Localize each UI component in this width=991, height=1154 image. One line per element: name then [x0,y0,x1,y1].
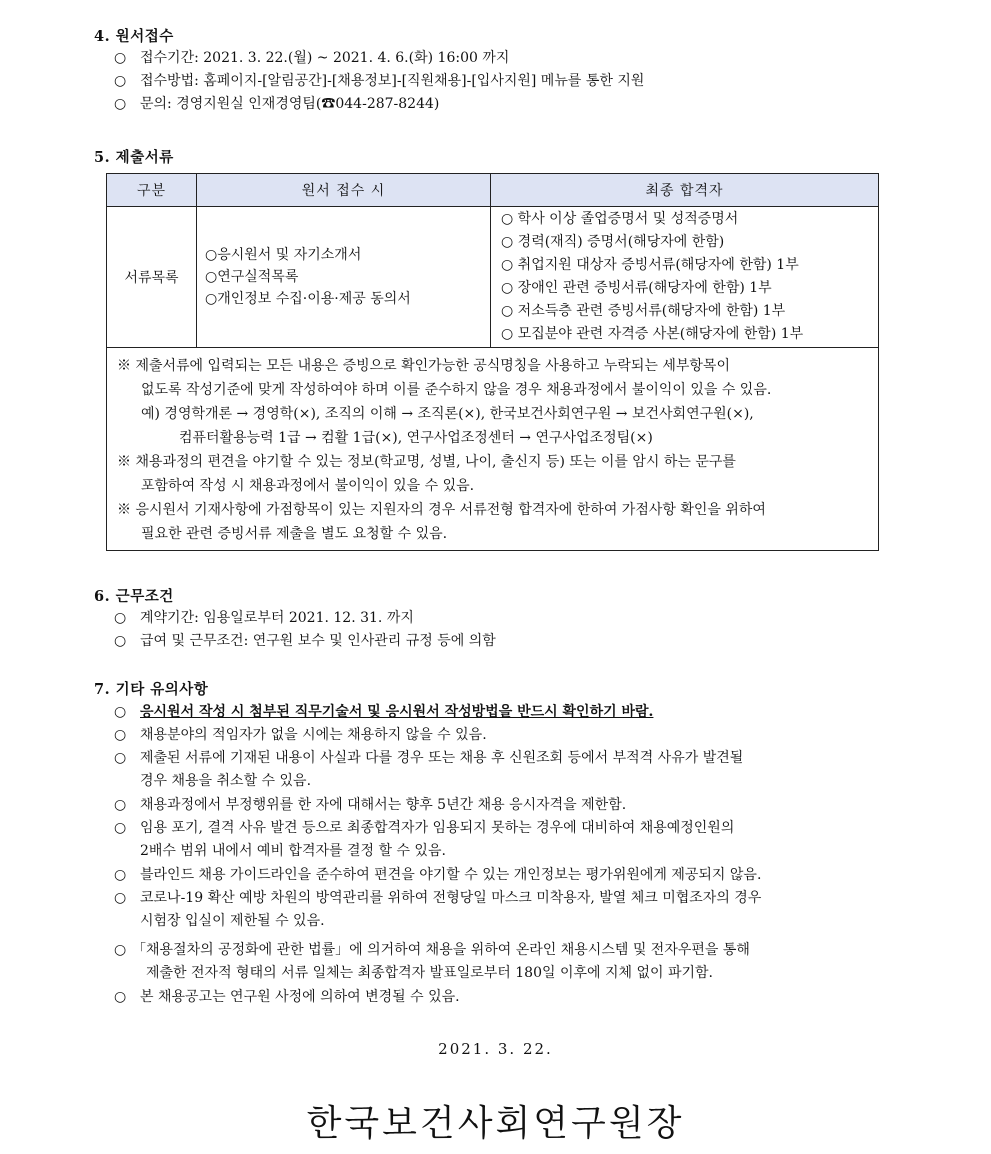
note-line: 포함하여 작성 시 채용과정에서 불이익이 있을 수 있음. [141,478,475,494]
list-item: ○ 저소득층 관련 증빙서류(해당자에 한함) 1부 [501,303,786,319]
note-line: 예) 경영학개론 → 경영학(×), 조직의 이해 → 조직론(×), 한국보건사회연구원 → 보건사회연구원(×), [141,406,754,422]
header-category: 구분 [107,174,197,207]
table-notes-row [107,348,879,551]
row-label: 서류목록 [107,207,197,348]
section-6-title: 6. 근무조건 [94,588,174,605]
list-item: ○개인정보 수집·이용·제공 동의서 [205,291,411,307]
list-item: ○연구실적목록 [205,269,299,285]
list-item: ○응시원서 및 자기소개서 [205,247,362,263]
note-line: 없도록 작성기준에 맞게 작성하여야 하며 이를 준수하지 않을 경우 채용과정에서 불이익이 있을 수 있음. [141,382,772,398]
s7-item-cont: 경우 채용을 취소할 수 있음. [140,773,312,789]
issuer-signature: 한국보건사회연구원장 [306,1103,685,1144]
table-row [107,207,879,348]
s6-item-contract: ○ 계약기간: 임용일로부터 2021. 12. 31. 까지 [114,610,414,626]
final-docs-cell [491,207,879,348]
note-line: 필요한 관련 증빙서류 제출을 별도 요청할 수 있음. [141,526,448,542]
s7-item: ○ 채용분야의 적임자가 없을 시에는 채용하지 않을 수 있음. [114,727,487,743]
s6-item-salary: ○ 급여 및 근무조건: 연구원 보수 및 인사관리 규정 등에 의함 [114,633,496,649]
s7-item: ○ 블라인드 채용 가이드라인을 준수하여 편견을 야기할 수 있는 개인정보는 평가위원에게 제공되지 않음. [114,867,762,883]
list-item: ○ 장애인 관련 증빙서류(해당자에 한함) 1부 [501,280,772,296]
header-application: 원서 접수 시 [197,174,491,207]
list-item: ○ 경력(재직) 증명서(해당자에 한함) [501,234,725,250]
section-5-title: 5. 제출서류 [94,149,174,166]
application-docs-cell [197,207,491,348]
s7-item-cont: 2배수 범위 내에서 예비 합격자를 결정 할 수 있음. [140,843,446,859]
s7-item: ○ 임용 포기, 결격 사유 발견 등으로 최종합격자가 임용되지 못하는 경우에 대비하여 채용예정인원의 [114,820,735,836]
s7-item: ○ 응시원서 작성 시 첨부된 직무기술서 및 응시원서 작성방법을 반드시 확인하기 바람. [114,704,654,720]
section-7-title: 7. 기타 유의사항 [94,681,209,698]
s4-item-method: ○ 접수방법: 홈페이지-[알림공간]-[채용정보]-[직원채용]-[입사지원] 메뉴를 통한 지원 [114,73,645,89]
documents-table [106,173,879,551]
s4-item-period: ○ 접수기간: 2021. 3. 22.(월) ~ 2021. 4. 6.(화) 16:00 까지 [114,50,510,66]
s7-item: ○ 제출된 서류에 기재된 내용이 사실과 다를 경우 또는 채용 후 신원조회 등에서 부적격 사유가 발견될 [114,750,744,766]
notes-cell [107,348,879,551]
header-final: 최종 합격자 [491,174,879,207]
table-header-row [107,174,879,207]
s7-item: ○ 본 채용공고는 연구원 사정에 의하여 변경될 수 있음. [114,989,460,1005]
note-line: ※ 채용과정의 편견을 야기할 수 있는 정보(학교명, 성별, 나이, 출신지 등) 또는 이를 암시 하는 문구를 [117,454,736,470]
list-item: ○ 학사 이상 졸업증명서 및 성적증명서 [501,211,739,227]
note-line: 컴퓨터활용능력 1급 → 컴활 1급(×), 연구사업조정센터 → 연구사업조정팀(×) [179,430,653,446]
s7-item-cont: 제출한 전자적 형태의 서류 일체는 최종합격자 발표일로부터 180일 이후에 지체 없이 파기함. [146,965,713,981]
s7-item: ○ 코로나-19 확산 예방 차원의 방역관리를 위하여 전형당일 마스크 미착용자, 발열 체크 미협조자의 경우 [114,890,762,906]
s7-item: ○ 채용과정에서 부정행위를 한 자에 대해서는 향후 5년간 채용 응시자격을 제한함. [114,797,627,813]
list-item: ○ 취업지원 대상자 증빙서류(해당자에 한함) 1부 [501,257,799,273]
s7-item-cont: 시험장 입실이 제한될 수 있음. [140,913,325,929]
s7-item: ○ 「채용절차의 공정화에 관한 법률」에 의거하여 채용을 위하여 온라인 채용시스템 및 전자우편을 통해 [114,942,750,958]
s4-item-contact: ○ 문의: 경영지원실 인재경영팀(☎044-287-8244) [114,96,440,112]
document-date: 2021. 3. 22. [438,1040,553,1058]
list-item: ○ 모집분야 관련 자격증 사본(해당자에 한함) 1부 [501,326,804,342]
note-line: ※ 제출서류에 입력되는 모든 내용은 증빙으로 확인가능한 공식명칭을 사용하고 누락되는 세부항목이 [117,358,730,374]
note-line: ※ 응시원서 기재사항에 가점항목이 있는 지원자의 경우 서류전형 합격자에 한하여 가점사항 확인을 위하여 [117,502,766,518]
section-4-title: 4. 원서접수 [94,28,174,45]
